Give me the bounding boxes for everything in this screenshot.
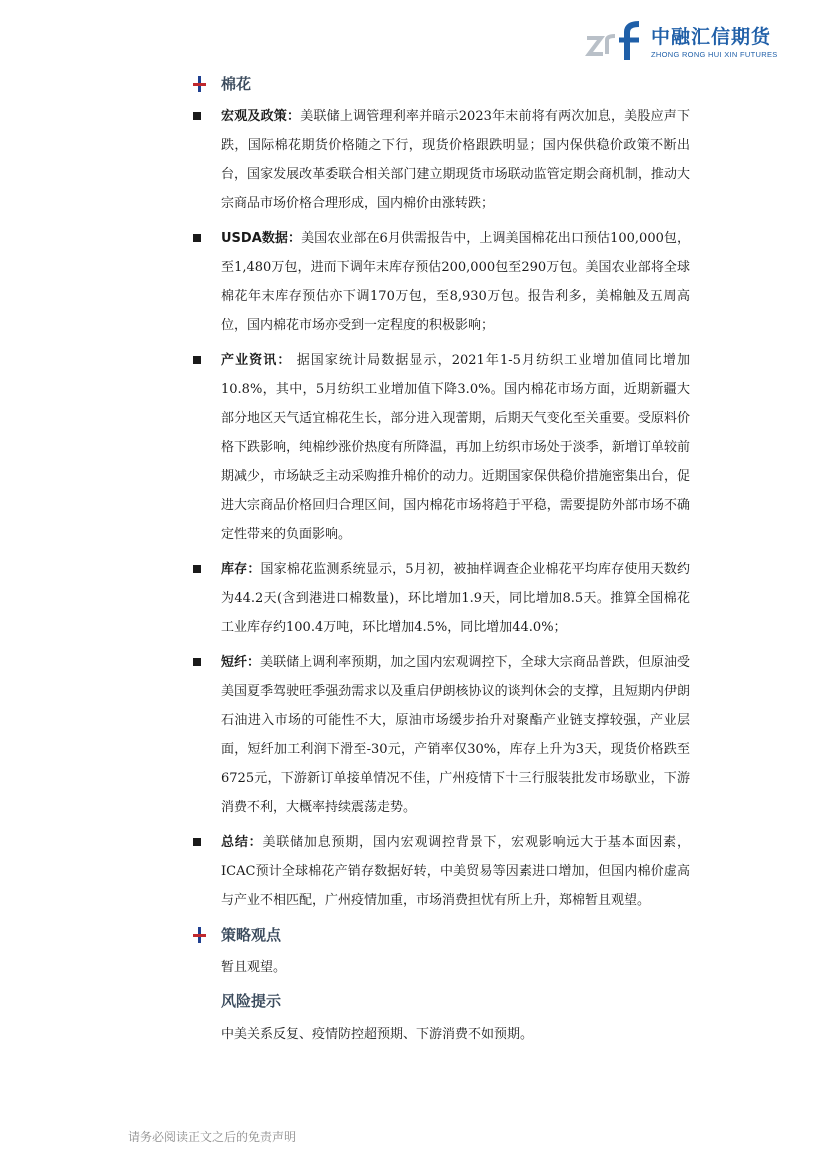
square-bullet-icon bbox=[193, 565, 201, 573]
logo-mark bbox=[585, 20, 649, 64]
disclaimer-footer: 请务必阅读正文之后的免责声明 bbox=[128, 1130, 297, 1144]
section-heading-strategy bbox=[190, 921, 690, 951]
bullet-macro-policy bbox=[190, 102, 690, 218]
pin-icon bbox=[190, 926, 208, 944]
company-name-cn: 中融汇信期货 bbox=[651, 26, 772, 48]
square-bullet-icon bbox=[193, 838, 201, 846]
square-bullet-icon bbox=[193, 112, 201, 120]
square-bullet-icon bbox=[193, 234, 201, 242]
pin-icon bbox=[190, 75, 208, 93]
bullet-staple-fiber bbox=[190, 648, 690, 822]
bullet-text: 美国农业部在6月供需报告中，上调美国棉花出口预估100,000包，至1,480万包，进而下调年末库存预估200,000包至290万包。美国农业部将全球棉花年末库存预估亦下调170万包，至8,930万包。报告利多，美棉触及五周高位，国内棉花市场亦受到一定程度的积极影响； bbox=[221, 231, 691, 333]
square-bullet-icon bbox=[193, 658, 201, 666]
report-body bbox=[190, 70, 690, 1053]
risk-title: 风险提示 bbox=[221, 992, 282, 1010]
bullet-text: 据国家统计局数据显示，2021年1-5月纺织工业增加值同比增加10.8%，其中，5月纺织工业增加值下降3.0%。国内棉花市场方面，近期新疆大部分地区天气适宜棉花生长，部分进入现蕾期，后期天气变化至关重要。受原料价格下跌影响，纯棉纱涨价热度有所降温，再加上纺织市场处于淡季，新增订单较前期减少，市场缺乏主动采购推升棉价的动力。近期国家保供稳价措施密集出台，促进大宗商品价格回归合理区间，国内棉花市场将趋于平稳，需要提防外部市场不确定性带来的负面影响。 bbox=[221, 353, 690, 542]
bullet-lead: 总结： bbox=[221, 835, 263, 850]
bullet-text: 美联储上调管理利率并暗示2023年末前将有两次加息，美股应声下跌，国际棉花期货价格随之下行，现货价格跟跌明显；国内保供稳价政策不断出台，国家发展改革委联合相关部门建立期现货市场联动监管定期会商机制，推动大宗商品市场价格合理形成，国内棉价由涨转跌； bbox=[221, 109, 690, 211]
bullet-lead: 宏观及政策： bbox=[221, 109, 301, 124]
bullet-lead: 短纤： bbox=[221, 655, 261, 670]
bullet-summary bbox=[190, 828, 690, 915]
bullet-inventory bbox=[190, 555, 690, 642]
strategy-text: 暂且观望。 bbox=[221, 960, 287, 975]
section-heading-cotton bbox=[190, 70, 690, 100]
company-name-en: ZHONG RONG HUI XIN FUTURES bbox=[651, 50, 778, 59]
bullet-lead: 库存： bbox=[221, 562, 261, 577]
bullet-text: 美联储加息预期，国内宏观调控背景下，宏观影响远大于基本面因素，ICAC预计全球棉花产销存数据好转，中美贸易等因素进口增加，但国内棉价虚高与产业不相匹配，广州疫情加重，市场消费担忧有所上升，郑棉暂且观望。 bbox=[221, 835, 690, 908]
bullet-usda-data bbox=[190, 224, 690, 340]
risk-text: 中美关系反复、疫情防控超预期、下游消费不如预期。 bbox=[221, 1027, 534, 1042]
bullet-lead: 产业资讯： bbox=[221, 353, 292, 368]
company-logo bbox=[585, 20, 785, 68]
bullet-text: 国家棉花监测系统显示，5月初，被抽样调查企业棉花平均库存使用天数约为44.2天(含到港进口棉数量)，环比增加1.9天，同比增加8.5天。推算全国棉花工业库存约100.4万吨，环比增加4.5%，同比增加44.0%； bbox=[221, 562, 690, 635]
strategy-title: 策略观点 bbox=[221, 926, 282, 944]
bullet-lead: USDA数据： bbox=[221, 231, 302, 246]
bullet-text: 美联储上调利率预期，加之国内宏观调控下，全球大宗商品普跌，但原油受美国夏季驾驶旺季强劲需求以及重启伊朗核协议的谈判休会的支撑，且短期内伊朗石油进入市场的可能性不大，原油市场缓步抬升对聚酯产业链支撑较强，产业层面，短纤加工利润下滑至-30元，产销率仅30%，库存上升为3天，现货价格跌至6725元，下游新订单接单情况不佳，广州疫情下十三行服装批发市场歇业，下游消费不利，大概率持续震荡走势。 bbox=[221, 655, 690, 815]
bullet-industry-news bbox=[190, 346, 690, 549]
section-title: 棉花 bbox=[221, 75, 252, 93]
square-bullet-icon bbox=[193, 356, 201, 364]
